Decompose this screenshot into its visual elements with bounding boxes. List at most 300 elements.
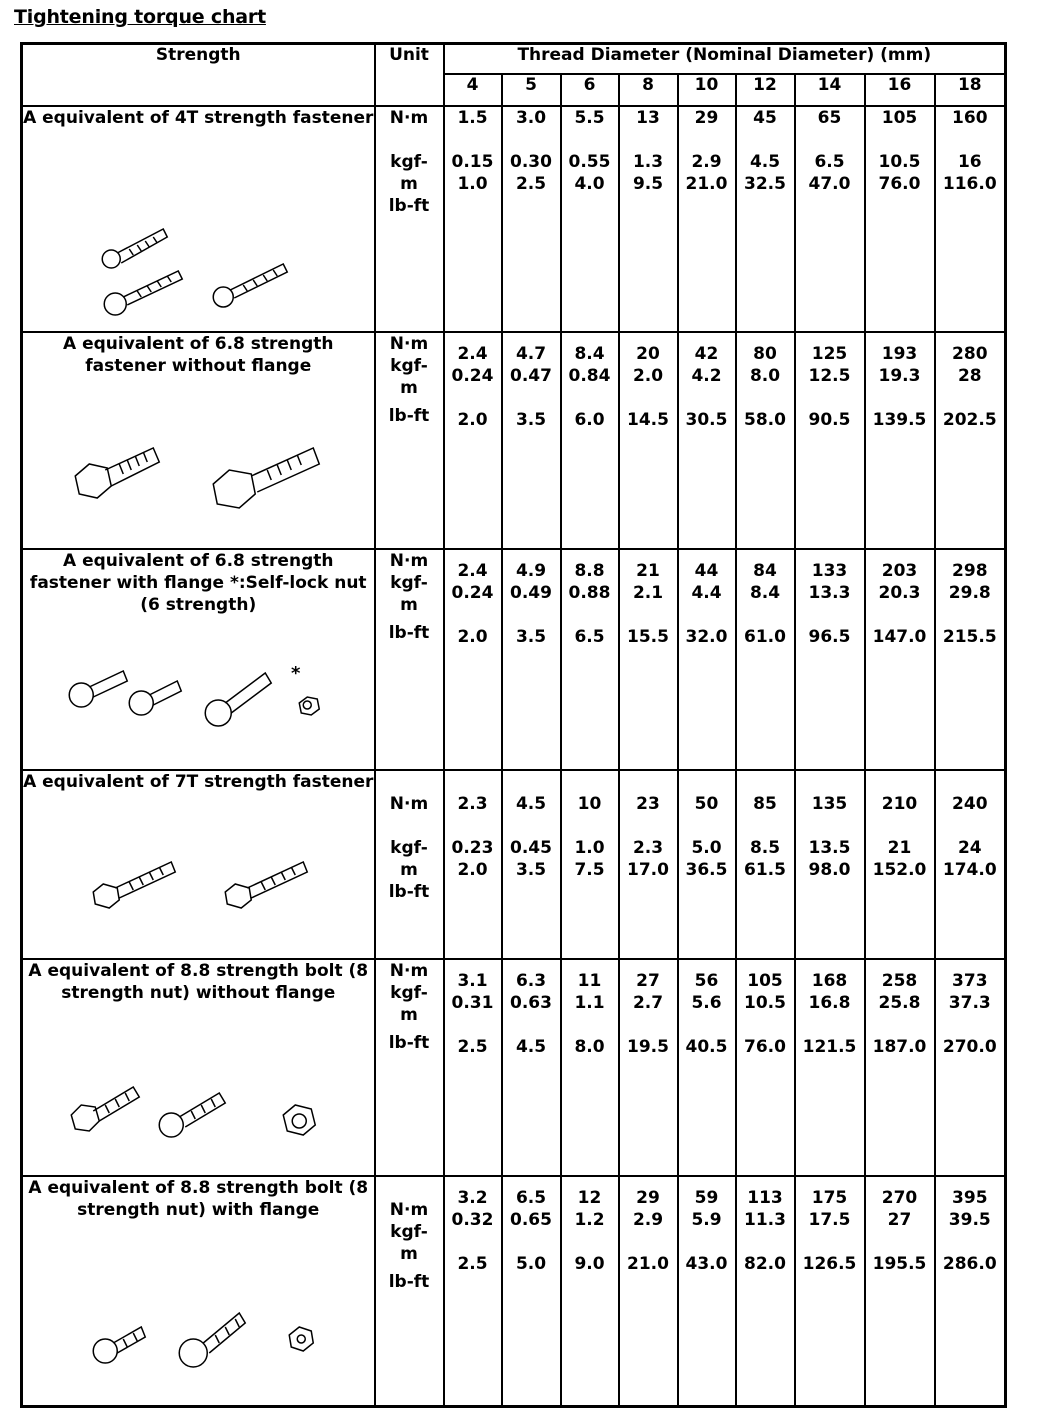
torque-value	[936, 1014, 1005, 1036]
header-size: 18	[935, 74, 1006, 106]
strength-cell	[22, 959, 375, 1176]
strength-label: A equivalent of 4T strength fastener	[23, 108, 374, 128]
value-cell	[561, 549, 619, 770]
torque-value: 21	[636, 561, 660, 582]
bolt-illustration-icon	[43, 1283, 364, 1393]
unit-label: m	[400, 377, 418, 398]
torque-value: 0.84	[568, 365, 611, 386]
value-cell	[935, 549, 1006, 770]
torque-value	[866, 1231, 934, 1253]
strength-label: A equivalent of 8.8 strength bolt (8 strength nut) without flange	[28, 961, 369, 1004]
value-cell	[935, 1176, 1006, 1407]
torque-value: 11.3	[744, 1209, 786, 1230]
torque-value: 42	[694, 343, 719, 364]
torque-value: 17.5	[808, 1209, 851, 1230]
value-cell	[619, 1176, 678, 1407]
torque-value: 19.5	[627, 1037, 669, 1058]
value-cell	[865, 106, 935, 332]
torque-value: 258	[881, 971, 918, 992]
torque-value	[737, 1014, 794, 1036]
value-cell	[736, 549, 795, 770]
torque-value	[679, 604, 735, 626]
header-size: 6	[561, 74, 619, 106]
torque-value: 16.8	[808, 993, 851, 1014]
strength-cell	[22, 1176, 375, 1407]
torque-value: 2.0	[457, 627, 488, 648]
torque-value: 4.5	[515, 1037, 547, 1058]
torque-value: 2.4	[457, 343, 488, 364]
torque-value	[679, 387, 735, 409]
bolt-illustration-icon	[43, 426, 364, 536]
value-cell	[795, 332, 865, 550]
torque-value: 270.0	[942, 1037, 997, 1058]
torque-value: 0.24	[451, 365, 494, 386]
torque-value: 29	[636, 1187, 660, 1208]
bolt-illustration-icon	[43, 1053, 364, 1163]
torque-value: 280	[952, 343, 988, 364]
value-cell	[678, 549, 736, 770]
torque-value: 1.0	[574, 837, 605, 858]
torque-value	[866, 1014, 934, 1036]
torque-value: 1.5	[457, 108, 488, 128]
value-cell	[444, 332, 502, 550]
unit-cell	[375, 549, 444, 770]
torque-value: 2.7	[632, 993, 664, 1014]
torque-value: 8.8	[574, 561, 605, 582]
torque-value: 8.0	[749, 365, 781, 386]
header-size: 10	[678, 74, 736, 106]
unit-label: m	[400, 1005, 418, 1026]
header-size: 8	[619, 74, 678, 106]
torque-value	[866, 129, 934, 151]
header-size: 5	[502, 74, 561, 106]
torque-value	[445, 815, 501, 837]
value-cell	[678, 332, 736, 550]
value-cell	[736, 106, 795, 332]
torque-value: 27	[887, 1209, 912, 1230]
torque-value: 5.9	[691, 1209, 722, 1230]
torque-value	[936, 771, 1005, 793]
torque-value: 1.1	[574, 993, 605, 1014]
torque-value	[445, 129, 501, 151]
torque-value: 3.0	[515, 108, 547, 128]
torque-value: 147.0	[872, 627, 927, 648]
torque-value	[620, 129, 677, 151]
torque-value: 5.5	[574, 108, 605, 128]
torque-value: 19.3	[878, 365, 921, 386]
unit-cell	[375, 332, 444, 550]
torque-value: 21.0	[627, 1253, 669, 1274]
value-cell	[561, 959, 619, 1176]
torque-value: 105	[881, 108, 918, 128]
torque-value: 0.65	[510, 1209, 552, 1230]
header-thread-diameter: Thread Diameter (Nominal Diameter) (mm)	[444, 44, 1006, 75]
value-cell	[795, 1176, 865, 1407]
header-unit: Unit	[375, 44, 444, 107]
torque-value: 5.0	[515, 1253, 547, 1274]
torque-value: 0.24	[451, 583, 494, 604]
torque-value: 2.0	[457, 409, 488, 430]
unit-label: kgf-	[390, 1221, 428, 1242]
torque-value	[620, 1231, 677, 1253]
torque-value: 4.5	[749, 152, 781, 172]
torque-value: 6.3	[515, 971, 547, 992]
torque-value: 139.5	[872, 409, 927, 430]
torque-value: 6.5	[814, 152, 845, 172]
torque-value: 45	[753, 108, 777, 128]
torque-value: 2.9	[632, 1209, 664, 1230]
torque-value: 3.5	[515, 627, 547, 648]
asterisk-mark: *	[291, 662, 301, 684]
torque-value: 4.9	[515, 561, 547, 582]
strength-cell	[22, 549, 375, 770]
table-row	[22, 332, 1006, 550]
torque-value: 59	[694, 1187, 719, 1208]
torque-value: 6.5	[574, 627, 605, 648]
unit-label: kgf-	[390, 837, 428, 858]
torque-value: 12	[577, 1187, 602, 1208]
torque-value	[503, 1014, 560, 1036]
torque-value: 7.5	[574, 859, 605, 880]
unit-label	[376, 815, 443, 837]
unit-label: kgf-	[390, 983, 428, 1004]
unit-label: N·m	[389, 108, 429, 128]
torque-value: 1.3	[632, 152, 664, 172]
torque-value: 240	[952, 793, 988, 814]
torque-value	[562, 387, 618, 409]
torque-value: 76.0	[744, 1037, 786, 1058]
torque-value: 2.9	[691, 152, 722, 172]
torque-value: 270	[881, 1187, 918, 1208]
torque-value: 135	[811, 793, 848, 814]
torque-value: 16	[957, 152, 982, 172]
torque-value	[796, 1231, 864, 1253]
torque-value: 2.5	[457, 1253, 488, 1274]
torque-value: 286.0	[942, 1253, 997, 1274]
torque-value: 84	[753, 561, 777, 582]
unit-label: lb-ft	[388, 1033, 430, 1054]
header-strength: Strength	[22, 44, 375, 107]
value-cell	[444, 770, 502, 960]
torque-value	[445, 1231, 501, 1253]
torque-value	[796, 604, 864, 626]
value-cell	[444, 1176, 502, 1407]
torque-value	[562, 1014, 618, 1036]
torque-value: 8.4	[574, 343, 605, 364]
torque-value	[503, 604, 560, 626]
torque-value: 373	[952, 971, 988, 992]
torque-value: 152.0	[872, 859, 927, 880]
unit-label: N·m	[389, 551, 429, 572]
torque-value: 4.5	[515, 793, 547, 814]
value-cell	[935, 106, 1006, 332]
torque-value: 20.3	[878, 583, 921, 604]
torque-value: 13.5	[808, 837, 851, 858]
bolt-illustration-icon	[43, 836, 364, 946]
torque-value	[562, 815, 618, 837]
torque-value: 2.1	[632, 583, 664, 604]
torque-value	[679, 129, 735, 151]
value-cell	[795, 549, 865, 770]
value-cell	[502, 549, 561, 770]
torque-value: 23	[636, 793, 660, 814]
torque-value	[737, 604, 794, 626]
torque-value	[620, 815, 677, 837]
torque-value: 105	[747, 971, 783, 992]
torque-value	[866, 604, 934, 626]
torque-value: 8.4	[749, 583, 781, 604]
torque-value: 2.0	[632, 365, 664, 386]
value-cell	[736, 959, 795, 1176]
unit-cell	[375, 106, 444, 332]
torque-value: 160	[952, 108, 988, 128]
torque-value: 1.0	[457, 174, 488, 194]
torque-value: 187.0	[872, 1037, 927, 1058]
bolt-illustration-icon	[43, 647, 364, 757]
torque-value: 4.2	[691, 365, 722, 386]
torque-value: 1.2	[574, 1209, 605, 1230]
torque-value	[562, 604, 618, 626]
torque-value: 32.0	[685, 627, 728, 648]
torque-value: 174.0	[942, 859, 997, 880]
torque-value: 5.6	[691, 993, 722, 1014]
torque-value: 0.88	[568, 583, 611, 604]
value-cell	[935, 770, 1006, 960]
torque-value: 17.0	[627, 859, 669, 880]
torque-value: 13.3	[808, 583, 851, 604]
torque-value	[796, 387, 864, 409]
torque-value: 10	[577, 793, 602, 814]
strength-label: A equivalent of 6.8 strength fastener without flange	[63, 333, 334, 376]
value-cell	[795, 959, 865, 1176]
torque-value	[445, 1014, 501, 1036]
torque-value	[737, 815, 794, 837]
value-cell	[678, 1176, 736, 1407]
torque-value: 29.8	[948, 583, 991, 604]
torque-value: 82.0	[744, 1253, 786, 1274]
torque-value	[866, 387, 934, 409]
torque-value: 80	[753, 343, 777, 364]
torque-value: 61.0	[744, 627, 786, 648]
torque-value: 10.5	[744, 993, 786, 1014]
torque-value: 12.5	[808, 365, 851, 386]
value-cell	[502, 1176, 561, 1407]
torque-value: 15.5	[627, 627, 669, 648]
torque-value	[503, 815, 560, 837]
torque-value	[936, 604, 1005, 626]
torque-value: 215.5	[942, 627, 997, 648]
torque-value	[503, 1231, 560, 1253]
torque-value: 11	[577, 971, 602, 992]
value-cell	[561, 332, 619, 550]
torque-value	[737, 387, 794, 409]
torque-value	[445, 387, 501, 409]
unit-label: lb-ft	[388, 1271, 430, 1292]
torque-value	[936, 129, 1005, 151]
torque-value: 9.0	[574, 1253, 605, 1274]
torque-value: 43.0	[685, 1253, 728, 1274]
value-cell	[795, 106, 865, 332]
torque-value: 30.5	[685, 409, 728, 430]
torque-value: 96.5	[808, 627, 851, 648]
table-row	[22, 1176, 1006, 1407]
torque-value: 3.5	[515, 409, 547, 430]
torque-value: 13	[636, 108, 660, 128]
value-cell	[444, 959, 502, 1176]
unit-label: lb-ft	[388, 623, 430, 644]
torque-value	[796, 815, 864, 837]
torque-value: 0.55	[568, 152, 611, 172]
value-cell	[561, 770, 619, 960]
header-size: 14	[795, 74, 865, 106]
torque-value	[620, 604, 677, 626]
torque-value	[866, 771, 934, 793]
torque-value: 21.0	[685, 174, 728, 194]
torque-value: 0.31	[451, 993, 494, 1014]
strength-cell	[22, 770, 375, 960]
torque-value: 0.49	[510, 583, 552, 604]
torque-value: 395	[952, 1187, 988, 1208]
torque-value: 0.15	[451, 152, 494, 172]
torque-value: 3.2	[457, 1187, 488, 1208]
torque-value: 0.47	[510, 365, 552, 386]
torque-value: 40.5	[685, 1037, 728, 1058]
torque-value: 36.5	[685, 859, 728, 880]
torque-value: 0.23	[451, 837, 494, 858]
torque-value: 195.5	[872, 1253, 927, 1274]
unit-label: kgf-	[390, 355, 428, 376]
torque-value: 24	[957, 837, 982, 858]
torque-value: 298	[952, 561, 988, 582]
torque-value	[620, 771, 677, 793]
torque-value: 6.0	[574, 409, 605, 430]
value-cell	[619, 959, 678, 1176]
torque-value	[737, 1231, 794, 1253]
value-cell	[678, 770, 736, 960]
torque-value: 126.5	[802, 1253, 857, 1274]
table-row	[22, 106, 1006, 332]
value-cell	[935, 332, 1006, 550]
value-cell	[865, 770, 935, 960]
table-row	[22, 549, 1006, 770]
unit-cell	[375, 959, 444, 1176]
torque-value: 8.0	[574, 1037, 605, 1058]
torque-value	[562, 1231, 618, 1253]
torque-value: 193	[881, 343, 918, 364]
torque-value: 50	[694, 793, 719, 814]
torque-value	[620, 387, 677, 409]
value-cell	[619, 106, 678, 332]
unit-label	[376, 771, 443, 793]
torque-value	[562, 129, 618, 151]
torque-value: 20	[636, 343, 660, 364]
torque-value	[936, 815, 1005, 837]
page-title: Tightening torque chart	[14, 6, 266, 28]
table-row	[22, 770, 1006, 960]
unit-label: lb-ft	[388, 405, 430, 426]
torque-value: 44	[694, 561, 719, 582]
unit-label: kgf-	[390, 152, 428, 172]
torque-value: 2.3	[457, 793, 488, 814]
unit-label: N·m	[389, 333, 429, 354]
strength-cell	[22, 106, 375, 332]
value-cell	[502, 332, 561, 550]
torque-value	[679, 815, 735, 837]
unit-cell	[375, 1176, 444, 1407]
torque-value: 2.5	[515, 174, 547, 194]
torque-value: 76.0	[878, 174, 921, 194]
torque-value	[866, 815, 934, 837]
torque-value: 2.4	[457, 561, 488, 582]
torque-value: 14.5	[627, 409, 669, 430]
value-cell	[444, 106, 502, 332]
value-cell	[619, 332, 678, 550]
unit-label: lb-ft	[388, 881, 430, 902]
torque-value	[503, 387, 560, 409]
value-cell	[736, 770, 795, 960]
value-cell	[865, 332, 935, 550]
torque-value: 29	[694, 108, 719, 128]
torque-value	[620, 1014, 677, 1036]
torque-value: 3.5	[515, 859, 547, 880]
unit-label	[376, 1177, 443, 1199]
torque-value: 113	[747, 1187, 783, 1208]
torque-value: 125	[811, 343, 848, 364]
unit-cell	[375, 770, 444, 960]
torque-value	[503, 771, 560, 793]
torque-value	[445, 771, 501, 793]
torque-value: 5.0	[691, 837, 722, 858]
value-cell	[619, 549, 678, 770]
value-cell	[561, 106, 619, 332]
torque-value: 116.0	[942, 174, 997, 194]
torque-value	[445, 604, 501, 626]
torque-value: 0.30	[510, 152, 552, 172]
torque-value	[562, 771, 618, 793]
torque-value: 6.5	[515, 1187, 547, 1208]
value-cell	[502, 106, 561, 332]
torque-value: 32.5	[744, 174, 786, 194]
torque-value: 47.0	[808, 174, 851, 194]
torque-value: 3.1	[457, 971, 488, 992]
torque-value: 37.3	[948, 993, 991, 1014]
torque-value: 90.5	[808, 409, 851, 430]
torque-value	[737, 129, 794, 151]
value-cell	[795, 770, 865, 960]
torque-value: 39.5	[948, 1209, 991, 1230]
torque-value	[796, 1014, 864, 1036]
value-cell	[444, 549, 502, 770]
torque-value: 85	[753, 793, 777, 814]
torque-value: 4.4	[691, 583, 722, 604]
unit-label: m	[400, 1243, 418, 1264]
value-cell	[935, 959, 1006, 1176]
strength-label: A equivalent of 6.8 strength fastener with flange *:Self-lock nut (6 strength)	[29, 551, 367, 616]
torque-value: 4.7	[515, 343, 547, 364]
torque-value	[796, 129, 864, 151]
strength-label: A equivalent of 7T strength fastener	[23, 771, 374, 792]
bolt-illustration-icon	[43, 209, 364, 319]
torque-value: 56	[694, 971, 719, 992]
torque-value: 175	[811, 1187, 848, 1208]
torque-value: 10.5	[878, 152, 921, 172]
value-cell	[502, 959, 561, 1176]
torque-value: 28	[957, 365, 982, 386]
unit-label: m	[400, 595, 418, 616]
value-cell	[736, 332, 795, 550]
torque-table	[20, 42, 1007, 1408]
unit-label: N·m	[389, 793, 429, 814]
